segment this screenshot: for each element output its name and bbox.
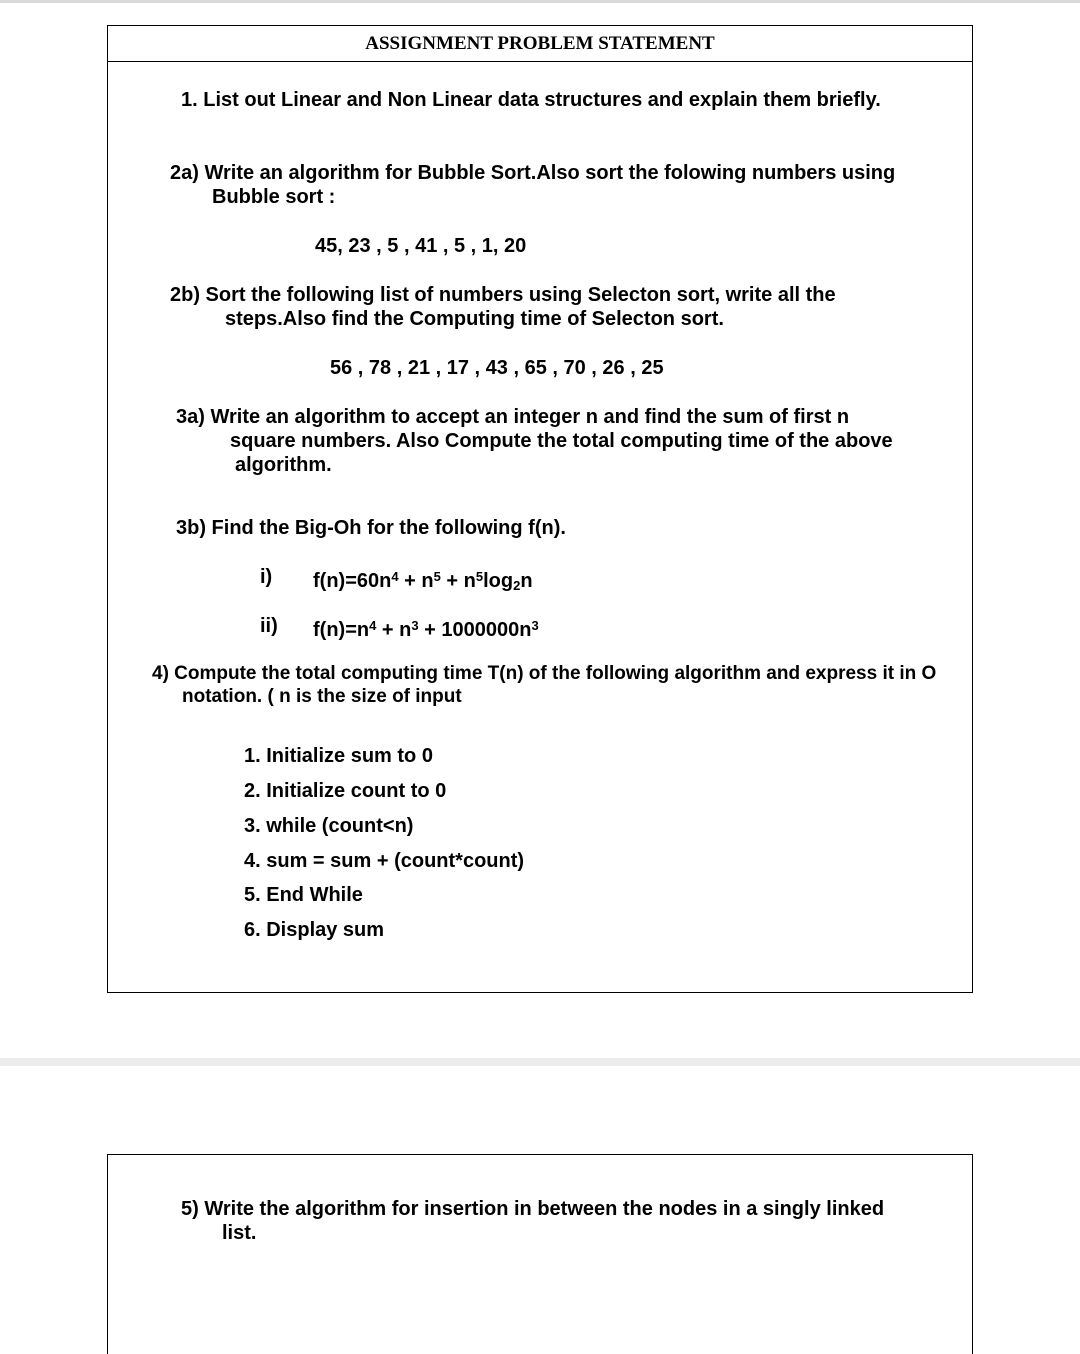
question-4-line-1: 4) Compute the total computing time T(n) of the following algorithm and express it in O [152, 663, 937, 684]
formula-i-label: i) [260, 566, 273, 588]
algorithm-step: 2. Initialize count to 0 [244, 780, 447, 802]
algorithm-step: 1. Initialize sum to 0 [244, 745, 433, 767]
question-5-line-2: list. [222, 1222, 257, 1244]
algorithm-step: 4. sum = sum + (count*count) [244, 850, 525, 872]
question-2a-line-1: 2a) Write an algorithm for Bubble Sort.Also sort the folowing numbers using [170, 162, 896, 184]
question-2a-line-2: Bubble sort : [212, 186, 336, 208]
question-2b-line-1: 2b) Sort the following list of numbers using Selecton sort, write all the [170, 284, 836, 306]
algorithm-step: 3. while (count<n) [244, 815, 414, 837]
question-1: 1. List out Linear and Non Linear data structures and explain them briefly. [181, 89, 881, 111]
question-2b-line-2: steps.Also find the Computing time of Selecton sort. [225, 308, 724, 330]
formula-ii: $f(n)=n^4 + n^3 + 1000000n^3$ [313, 618, 539, 641]
question-3a-line-3: algorithm. [235, 454, 332, 476]
question-2a-numbers: 45, 23 , 5 , 41 , 5 , 1, 20 [315, 235, 527, 257]
algorithm-step: 6. Display sum [244, 919, 385, 941]
question-4-line-2: notation. ( n is the size of input [182, 686, 462, 707]
question-3a-line-2: square numbers. Also Compute the total computing time of the above [230, 430, 893, 452]
formula-ii-label: ii) [260, 615, 278, 637]
page-separator [0, 1058, 1080, 1066]
question-5-line-1: 5) Write the algorithm for insertion in between the nodes in a singly linked [181, 1198, 885, 1220]
question-2b-numbers: 56 , 78 , 21 , 17 , 43 , 65 , 70 , 26 , 25 [330, 357, 664, 379]
top-edge-line [0, 0, 1080, 3]
page-title: ASSIGNMENT PROBLEM STATEMENT [108, 26, 972, 62]
assignment-box [107, 25, 973, 993]
assignment-box-page-2 [107, 1154, 973, 1354]
algorithm-step: 5. End While [244, 884, 363, 906]
question-3b-heading: 3b) Find the Big-Oh for the following f(n). [176, 517, 566, 539]
formula-i: $f(n)=60n^4 + n^5 + n^5\log_2n$ [313, 569, 533, 594]
question-3a-line-1: 3a) Write an algorithm to accept an integer n and find the sum of first n [176, 406, 850, 428]
